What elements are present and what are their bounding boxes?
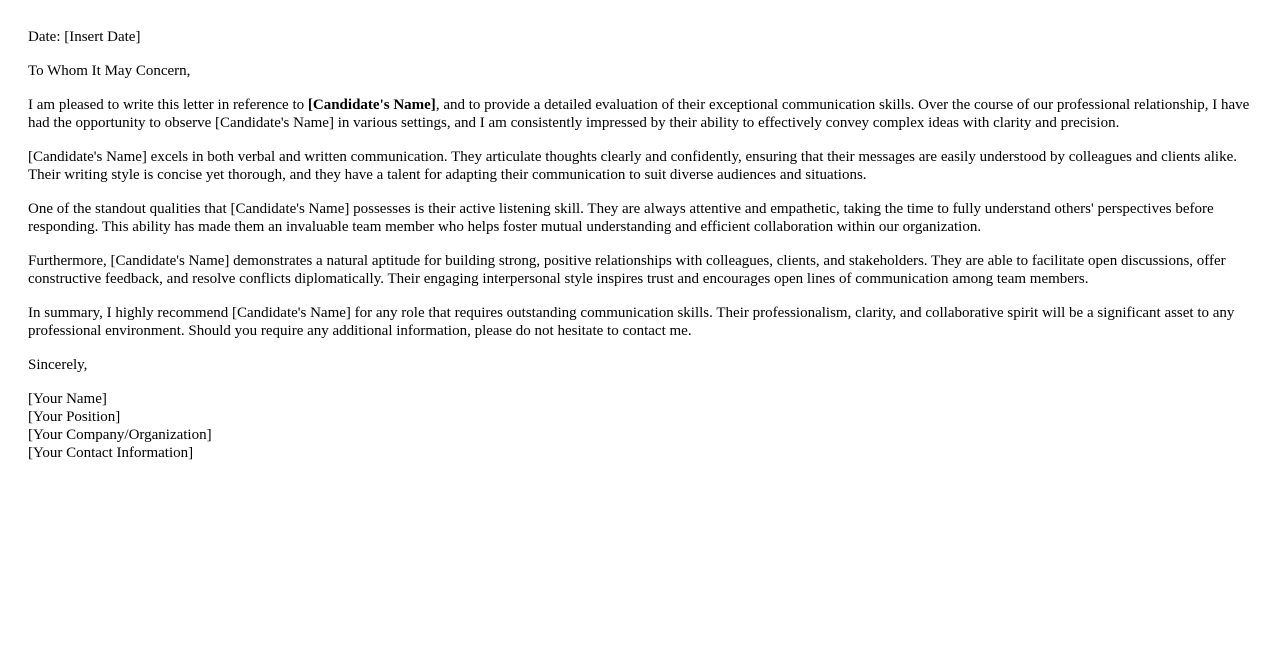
paragraph-active-listening: One of the standout qualities that [Candidate's Name] possesses is their active listening skill. They are always attentive and empathetic, taking the time to fully understand others' perspectives before responding. This ability has made them an invaluable team member who helps foster mutual understanding and efficient collaboration within our organization. [28,201,1214,235]
signature-company: [Your Company/Organization] [28,427,212,443]
candidate-name-bold: [Candidate's Name] [307,97,436,113]
paragraph-verbal-written: [Candidate's Name] excels in both verbal and written communication. They articulate thoughts clearly and confidently, ensuring that their messages are easily understood by colleagues and clients alike. Their writing style is concise yet thorough, and they have a talent for adapting their communication to suit diverse audiences and situations. [28,149,1237,183]
signature-contact: [Your Contact Information] [28,445,194,461]
intro-text-end: , and to provide a detailed evaluation of their exceptional communication skills. Over the course of our professional relationship, I have had the opportunity to observe [Candidate's Name] in various settings, and I am consistently impressed by their ability to effectively convey complex ideas with clarity and precision. [28,97,1250,131]
paragraph-summary: In summary, I highly recommend [Candidate's Name] for any role that requires outstanding communication skills. Their professionalism, clarity, and collaborative spirit will be a significant asset to any professional environment. Should you require any additional information, please do not hesitate to contact me. [28,305,1235,339]
letter-body [28,28,1250,462]
signature-position: [Your Position] [28,409,121,425]
intro-text-start: I am pleased to write this letter in reference to [28,97,308,113]
signature-name: [Your Name] [28,391,107,407]
paragraph-introduction [28,96,1250,132]
closing: Sincerely, [28,357,88,373]
salutation: To Whom It May Concern, [28,63,191,79]
date-line: Date: [Insert Date] [28,29,141,45]
paragraph-relationships: Furthermore, [Candidate's Name] demonstrates a natural aptitude for building strong, positive relationships with colleagues, clients, and stakeholders. They are able to facilitate open discussions, offer constructive feedback, and resolve conflicts diplomatically. Their engaging interpersonal style inspires trust and encourages open lines of communication among team members. [28,253,1226,287]
signature-block [28,390,1250,462]
